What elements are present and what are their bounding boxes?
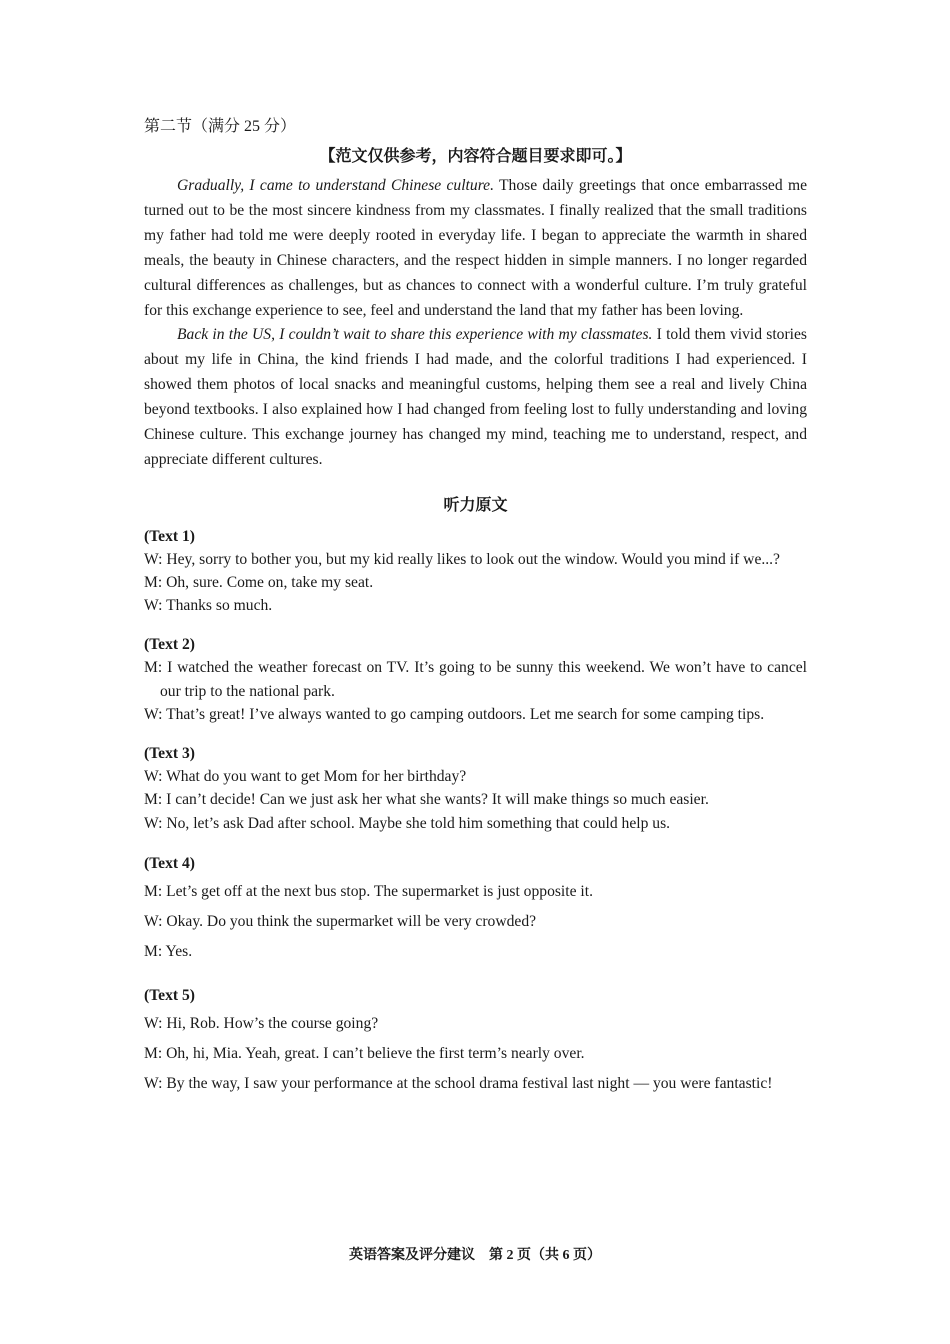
text-label: (Text 3) — [144, 745, 195, 763]
paragraph-body: I told them vivid stories about my life in China, the kind friends I had made, and the colorful traditions I had experienced. I showed them photos of local snacks and meaningful customs, helping them see a real and lively China beyond textbooks. I also explained how I had changed from feeling lost to fully understanding and loving Chinese culture. This exchange journey has changed my mind, teaching me to understand, respect, and appreciate different cultures. — [144, 326, 807, 468]
reference-note: 【范文仅供参考，内容符合题目要求即可。】 — [319, 148, 632, 165]
dialogue-line: M: I can’t decide! Can we just ask her what she wants? It will make things so much easier. — [144, 791, 709, 809]
dialogue-line: W: By the way, I saw your performance at the school drama festival last night — you were fantastic! — [144, 1074, 773, 1092]
dialogue-line: M: Oh, hi, Mia. Yeah, great. I can’t believe the first term’s nearly over. — [144, 1044, 585, 1062]
dialogue-line: W: Hi, Rob. How’s the course going? — [144, 1014, 379, 1032]
listening-heading: 听力原文 — [443, 496, 508, 514]
section-title: 第二节（满分 25 分） — [144, 118, 297, 135]
paragraph-lead: Gradually, I came to understand Chinese culture. — [177, 177, 494, 194]
dialogue-line: M: I watched the weather forecast on TV. It’s going to be sunny this weekend. We won’t have to cancel our trip to the national park. — [144, 659, 807, 700]
text-block-3 — [144, 742, 807, 835]
text-label: (Text 5) — [144, 986, 195, 1004]
paragraph-lead: Back in the US, I couldn’t wait to share this experience with my classmates. — [177, 326, 653, 344]
dialogue-line: W: Thanks so much. — [144, 597, 273, 615]
page-content — [144, 116, 807, 1115]
text-label: (Text 2) — [144, 636, 195, 654]
essay-paragraph — [144, 323, 807, 472]
dialogue-line: M: Yes. — [144, 942, 193, 960]
dialogue-line: W: What do you want to get Mom for her birthday? — [144, 768, 467, 786]
dialogue-line: W: That’s great! I’ve always wanted to go camping outdoors. Let me search for some camping tips. — [144, 705, 765, 723]
essay-paragraph — [144, 174, 807, 323]
text-label: (Text 4) — [144, 854, 195, 872]
text-block-4 — [144, 851, 807, 967]
dialogue-line: W: Okay. Do you think the supermarket will be very crowded? — [144, 912, 537, 930]
text-block-5 — [144, 983, 807, 1099]
paragraph-body: Those daily greetings that once embarrassed me turned out to be the most sincere kindness from my classmates. I finally realized that the small traditions my father had told me were deeply rooted in everyday life. I began to appreciate the warmth in shared meals, the beauty in Chinese characters, and the respect hidden in simple manners. I no longer regarded cultural differences as challenges, but as chances to connect with a wonderful culture. I’m truly grateful for this exchange experience to see, feel and understand the land that my father has been loving. — [144, 177, 807, 319]
page-footer: 英语答案及评分建议 第 2 页（共 6 页） — [349, 1248, 601, 1263]
dialogue-line: W: No, let’s ask Dad after school. Maybe she told him something that could help us. — [144, 814, 671, 832]
dialogue-line: M: Let’s get off at the next bus stop. The supermarket is just opposite it. — [144, 882, 593, 900]
dialogue-line: M: Oh, sure. Come on, take my seat. — [144, 574, 374, 592]
dialogue-line: W: Hey, sorry to bother you, but my kid really likes to look out the window. Would you mind if we...? — [144, 550, 780, 568]
text-label: (Text 1) — [144, 527, 195, 545]
text-block-2 — [144, 633, 807, 726]
text-block-1 — [144, 525, 807, 618]
